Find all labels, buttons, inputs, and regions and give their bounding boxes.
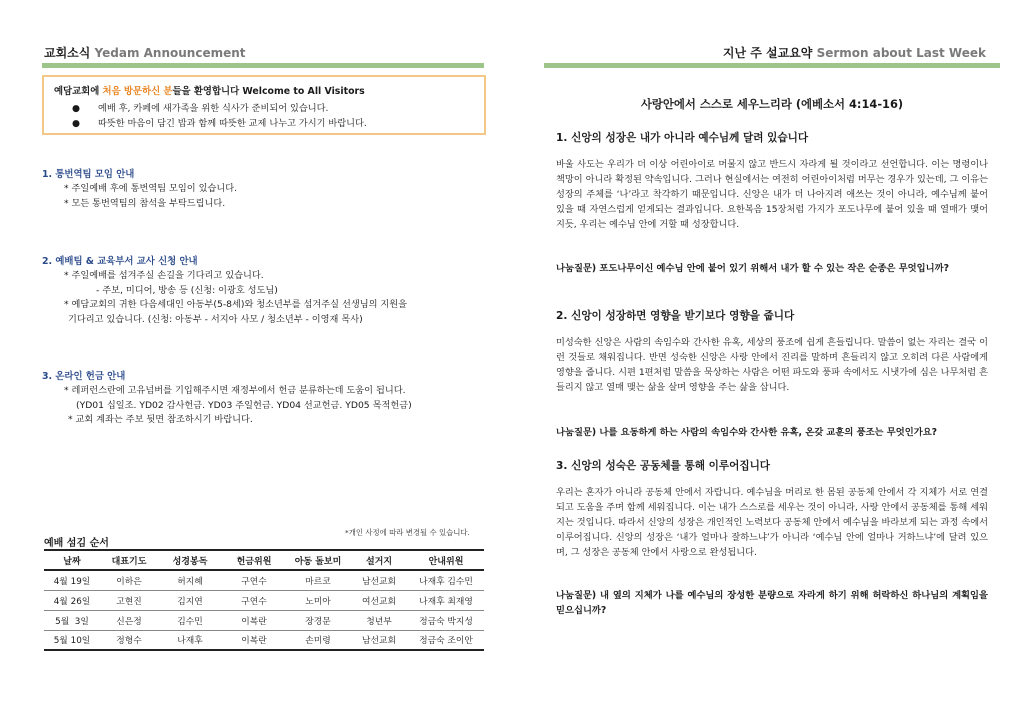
header-divider [42, 63, 484, 68]
point-heading: 1. 신앙의 성장은 내가 아니라 예수님께 달려 있습니다 [556, 132, 809, 144]
schedule-title: 예배 섬김 순서 [44, 538, 109, 549]
section-volunteer-signup: 2. 예배팀 & 교육부서 교사 신청 안내 * 주일예배를 섬겨주실 손길을 기다리고 있습니다. - 주보, 미디어, 방송 등 (신청: 이광호 성도님) * 예담교회의 귀한 다음세대인 아동부(5-8세)와 청소년부를 섬겨주실 선생님의 지원을 기다리고 있습니다. (신청: 아동부 - 서지아 사모 / 청소년부 - 이영재 목사) [42, 253, 492, 327]
announcement-header [44, 44, 246, 61]
list-item: ● 따뜻한 마음이 담긴 밥과 함께 따뜻한 교제 나누고 가시기 바랍니다. [72, 118, 367, 129]
header-kr: 교회소식 [44, 46, 95, 60]
point-body: 바울 사도는 우리가 더 이상 어린아이로 머물지 않고 반드시 자라게 될 것이라고 선언합니다. 이는 명령이나 책망이 아니라 확정된 약속입니다. 그러나 현실에서는 여전히 어린아이처럼 머무는 경우가 있는데, 그 이유는 성장의 주체를 ‘나’라고 착각하기 때문입니다. 신앙은 내가 더 나아지려 애쓰는 것이 아니라, 예수님께 붙어 있을 때 자연스럽게 얻게되는 결과입니다. 요한복음 15장처럼 가지가 포도나무에 붙어 있을 때 열매가 맺어지듯, 우리는 예수님 안에 거할 때 성장합니다. [556, 159, 988, 231]
discussion-question: 나눔질문) 포도나무이신 예수님 안에 붙어 있기 위해서 내가 할 수 있는 작은 순종은 무엇입니까? [556, 263, 949, 274]
schedule-note: *개인 사정에 따라 변경될 수 있습니다. [345, 528, 470, 537]
sermon-header [723, 44, 986, 61]
section-title: 2. 예배팀 & 교육부서 교사 신청 안내 [42, 256, 198, 267]
header-en: Sermon about Last Week [816, 46, 986, 60]
sermon-title: 사랑안에서 스스로 세우느리라 (에베소서 4:14-16) [640, 97, 904, 111]
header-kr: 지난 주 설교요약 [722, 46, 817, 60]
header-en: Yedam Announcement [94, 46, 246, 60]
point-body: 우리는 혼자가 아니라 공동체 안에서 자랍니다. 예수님을 머리로 한 몸된 공동체 안에서 각 지체가 서로 연결되고 도움을 주며 함께 세워집니다. 이는 내가 스스로를 세우는 것이 아니라, 사랑 안에서 공동체를 통해 세워지는 것입니다. 따라서 신앙의 성장은 개인적인 노력보다 공동체 안에서 예수님을 바라보게 되는 과정 속에서 이루어집니다. 신앙의 성장은 ‘내가 얼마나 잘하느냐’가 아니라 ‘예수님 안에 얼마나 거하느냐’에 달려 있으며, 그 성장은 공동체 안에서 사랑으로 완성됩니다. [556, 487, 988, 559]
list-item: ● 예배 후, 카페에 새가족을 위한 식사가 준비되어 있습니다. [72, 103, 329, 114]
welcome-box [42, 75, 486, 135]
discussion-question: 나눔질문) 내 옆의 지체가 나를 예수님의 장성한 분량으로 자라게 하기 위해 허락하신 하나님의 계획임을 믿으십니까? [556, 590, 988, 616]
table-row: 5월 3일 신은정 김수민 이복란 장경문 청년부 정금숙 박지성 [44, 610, 484, 630]
discussion-question: 나눔질문) 나를 요동하게 하는 사람의 속임수와 간사한 유혹, 온갖 교훈의 풍조는 무엇인가요? [556, 427, 938, 438]
table-row: 4월 19일 이하은 허지혜 구연수 마르코 남선교회 나재후 김수민 [44, 570, 484, 590]
welcome-highlight: 처음 방문하신 분 [102, 86, 173, 97]
section-translation-team: 1. 통번역팀 모임 안내 * 주일예배 후에 통번역팀 모임이 있습니다. * 모든 통번역팀의 참석을 부탁드립니다. [42, 166, 492, 211]
point-heading: 2. 신앙이 성장하면 영향을 받기보다 영향을 줍니다 [556, 310, 795, 322]
table-row: 4월 26일 고현진 김지연 구연수 노미아 여선교회 나재후 최재영 [44, 590, 484, 610]
section-title: 1. 통번역팀 모임 안내 [42, 169, 135, 180]
welcome-title: 예담교회에 처음 방문하신 분들을 환영합니다 Welcome to All Visitors [54, 86, 365, 97]
table-header-row: 날짜 대표기도 성경봉독 헌금위원 아동 돌보미 설거지 안내위원 [44, 550, 484, 570]
welcome-list [54, 101, 474, 131]
header-divider [544, 63, 1000, 68]
point-body: 미성숙한 신앙은 사람의 속임수와 간사한 유혹, 세상의 풍조에 쉽게 흔들립니다. 말씀이 없는 자리는 결국 이런 것들로 채워집니다. 반면 성숙한 신앙은 사랑 안에서 진리를 말하며 흔들리지 않고 오히려 다른 사람에게 영향을 줍니다. 시편 1편처럼 말씀을 묵상하는 사람은 어떤 파도와 풍파 속에서도 시냇가에 심은 나무처럼 흔들리지 않고 열매 맺는 삶을 살며 영향을 주는 삶을 삽니다. [556, 337, 988, 394]
point-heading: 3. 신앙의 성숙은 공동체를 통해 이루어집니다 [556, 460, 771, 472]
section-title: 3. 온라인 헌금 안내 [42, 371, 126, 382]
section-online-offering: 3. 온라인 헌금 안내 * 레퍼런스란에 고유넘버를 기입해주시면 재정부에서 헌금 분류하는데 도움이 됩니다. (YD01 십일조. YD02 감사헌금. YD03 주일헌금. YD04 선교헌금. YD05 목적헌금) * 교회 계좌는 주보 뒷면 참조하시기 바랍니다. [42, 368, 492, 428]
table-row: 5월 10일 정형수 나재후 이복란 손미령 남선교회 정금숙 조이안 [44, 630, 484, 650]
schedule-table [44, 549, 484, 651]
